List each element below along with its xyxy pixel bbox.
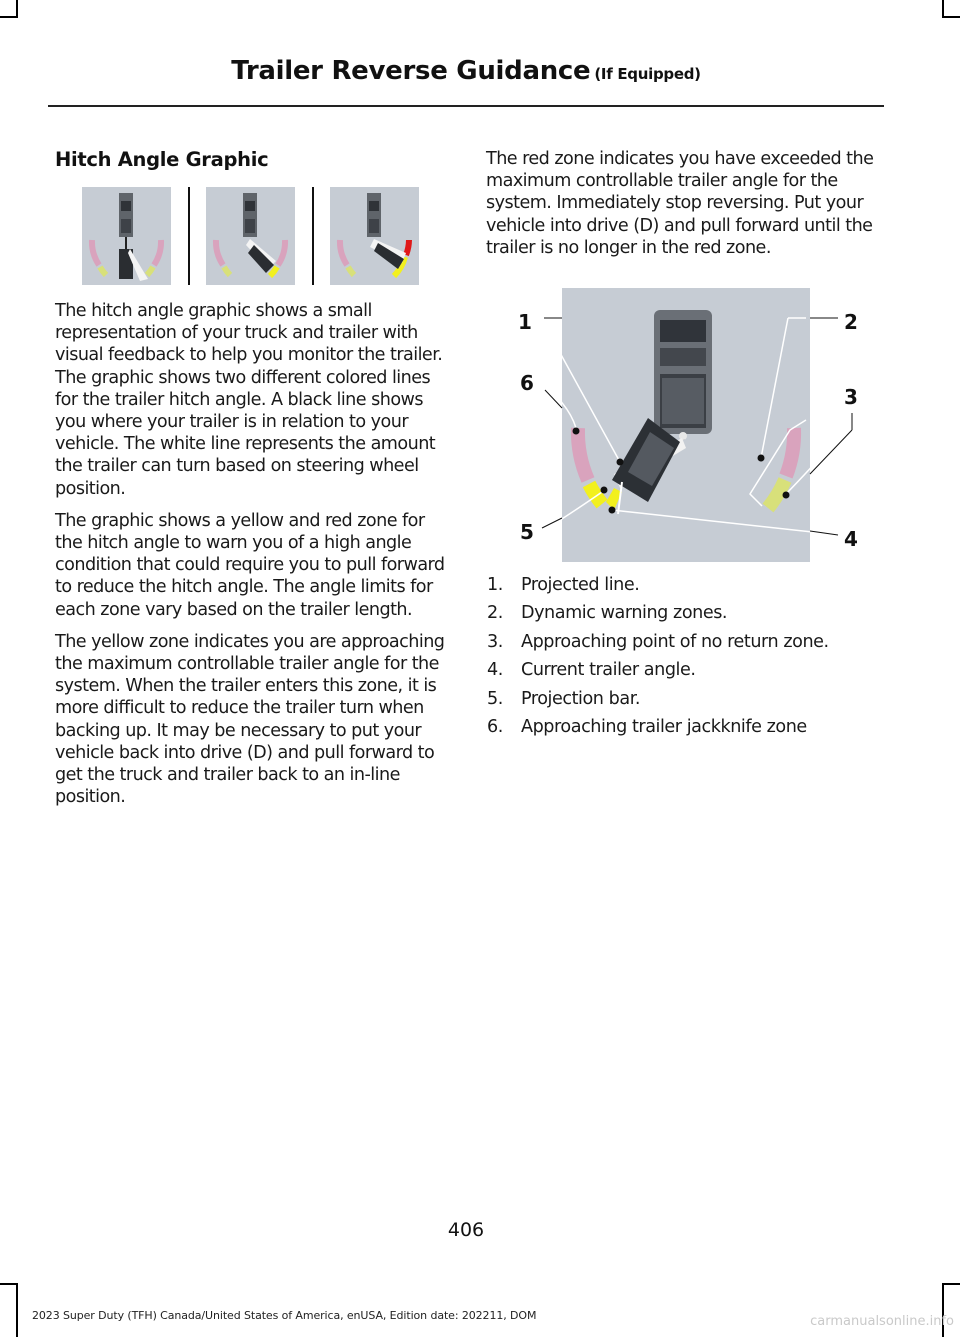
- watermark: carmanualsonline.info: [810, 1314, 954, 1329]
- legend-text: Current trailer angle.: [521, 660, 696, 681]
- legend-number: 4.: [487, 660, 503, 681]
- diagram-graphic: [562, 288, 810, 562]
- crop-mark: [16, 1283, 18, 1337]
- thumbnail-graphic: [82, 187, 171, 285]
- thumbnail-divider: [188, 187, 190, 285]
- crop-mark: [0, 16, 18, 18]
- footer-edition: 2023 Super Duty (TFH) Canada/United States of America, enUSA, Edition date: 202211, DOM: [32, 1309, 537, 1322]
- legend-item: [487, 631, 887, 659]
- page-title: [0, 56, 932, 86]
- legend-text: Approaching point of no return zone.: [521, 631, 829, 652]
- callout-1: 1: [518, 310, 532, 334]
- hitch-angle-thumbnail: [330, 187, 419, 285]
- hitch-angle-thumbnails: [82, 187, 422, 285]
- right-column: [486, 148, 884, 269]
- legend-item: [487, 659, 887, 687]
- left-column-body: [55, 300, 451, 818]
- hitch-angle-thumbnail: [206, 187, 295, 285]
- section-heading: Hitch Angle Graphic: [55, 148, 269, 171]
- crop-mark: [0, 1283, 18, 1285]
- left-column: [55, 148, 451, 171]
- paragraph: The red zone indicates you have exceeded the maximum controllable trailer angle for the system. Immediately stop reversing. Put your vehicle into drive (D) and pull forward until the trailer is no longer in the red zone.: [486, 149, 874, 258]
- legend-item: [487, 602, 887, 630]
- legend-number: 1.: [487, 575, 503, 595]
- paragraph: The graphic shows a yellow and red zone for the hitch angle to warn you of a high angle condition that could require you to pull forward to reduce the hitch angle. The angle limits for each zone vary based on the trailer length.: [55, 510, 445, 620]
- page-number: 406: [447, 1219, 485, 1241]
- callout-3: 3: [844, 385, 858, 409]
- diagram-legend: [487, 574, 887, 744]
- thumbnail-graphic: [330, 187, 419, 285]
- header-rule: [48, 105, 884, 107]
- legend-item: [487, 688, 887, 716]
- trailer-guidance-diagram: [562, 288, 810, 562]
- callout-6: 6: [520, 371, 534, 395]
- callout-2: 2: [844, 310, 858, 334]
- legend-text: Projected line.: [521, 575, 640, 595]
- paragraph: The hitch angle graphic shows a small representation of your truck and trailer with visual feedback to help you monitor the trailer. The graphic shows two different colored lines for the trailer hitch angle. A black line shows you where your trailer is in relation to your vehicle. The white line represents the amount the trailer can turn based on steering wheel position.: [55, 301, 443, 499]
- legend-number: 5.: [487, 688, 503, 709]
- hitch-angle-thumbnail: [82, 187, 171, 285]
- crop-mark: [942, 1283, 960, 1285]
- legend-number: 2.: [487, 603, 503, 624]
- legend-item: [487, 716, 887, 744]
- legend-item: [487, 574, 887, 602]
- callout-5: 5: [520, 520, 534, 544]
- paragraph: The yellow zone indicates you are approaching the maximum controllable trailer angle for the system. When the trailer enters this zone, it is more difficult to reduce the trailer turn when backing up. It may be necessary to put your vehicle back into drive (D) and pull forward to get the truck and trailer back to an in-line position.: [55, 631, 445, 808]
- legend-number: 6.: [487, 716, 503, 737]
- page-title-suffix: (If Equipped): [594, 65, 701, 83]
- callout-4: 4: [844, 527, 858, 551]
- legend-text: Dynamic warning zones.: [521, 603, 728, 624]
- legend-text: Approaching trailer jackknife zone: [521, 716, 807, 737]
- page-title-text: Trailer Reverse Guidance: [231, 56, 591, 86]
- crop-mark: [942, 16, 960, 18]
- legend-number: 3.: [487, 631, 503, 652]
- thumbnail-graphic: [206, 187, 295, 285]
- thumbnail-divider: [312, 187, 314, 285]
- legend-text: Projection bar.: [521, 688, 640, 709]
